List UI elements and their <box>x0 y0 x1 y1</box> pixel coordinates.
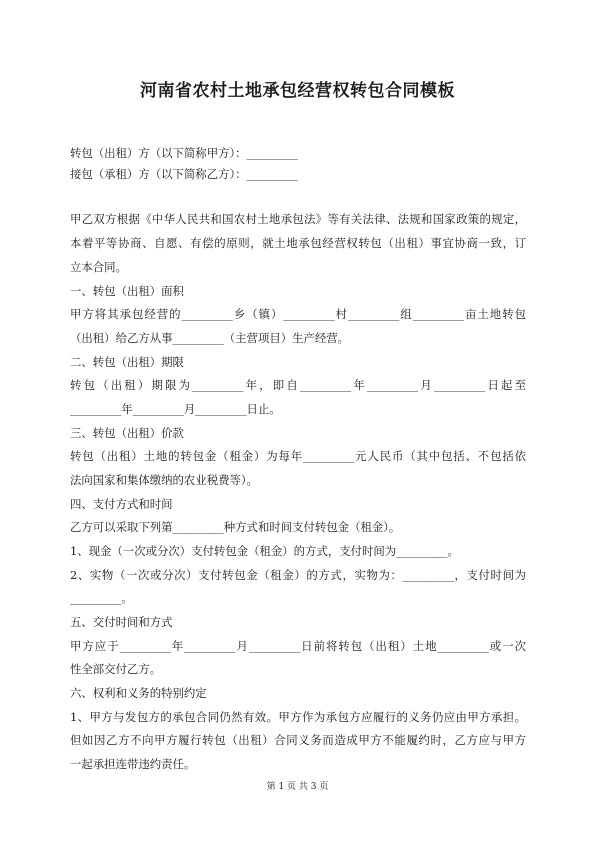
clause-line: 法向国家和集体缴纳的农业税费等）。 <box>70 473 258 487</box>
preamble-line: 甲乙双方根据《中华人民共和国农村土地承包法》等有关法律、法规和国家政策的规定， <box>70 212 526 226</box>
clause-line: 1、现金（一次或分次）支付转包金（租金）的方式，支付时间为_________。 <box>70 544 459 558</box>
clause-line: 性全部交付乙方。 <box>70 662 162 676</box>
clause-line: 甲方应于_________年_________月_________日前将转包（出租）土地_________或一次 <box>70 639 526 653</box>
section-heading: 一、转包（出租）面积 <box>70 284 184 298</box>
section-heading: 五、交付时间和方式 <box>70 615 173 629</box>
clause-line: 2、实物（一次或分次）支付转包金（租金）的方式，实物为：_________，支付时间为 <box>70 568 526 582</box>
page-number-footer: 第 1 页 共 3 页 <box>266 782 329 792</box>
section-heading: 六、权利和义务的特别约定 <box>70 686 207 700</box>
section-heading: 四、支付方式和时间 <box>70 497 173 511</box>
clause-line: 1、甲方与发包方的承包合同仍然有效。甲方作为承包方应履行的义务仍应由甲方承担。 <box>70 710 526 724</box>
clause-line: 但如因乙方不向甲方履行转包（出租）合同义务而造成甲方不能履约时，乙方应与甲方 <box>70 733 526 747</box>
preamble-line: 本着平等协商、自愿、有偿的原则，就土地承包经营权转包（出租）事宜协商一致，订 <box>70 236 526 250</box>
preamble-line: 立本合同。 <box>70 260 127 274</box>
clause-line: 乙方可以采取下列第_________种方式和时间支付转包金（租金）。 <box>70 520 401 534</box>
section-heading: 二、转包（出租）期限 <box>70 355 184 369</box>
section-heading: 三、转包（出租）价款 <box>70 426 184 440</box>
party-a-line: 转包（出租）方（以下简称甲方）：_________ <box>70 146 298 160</box>
clause-line: （出租）给乙方从事_________（主营项目）生产经营。 <box>70 331 350 345</box>
clause-line: 甲方将其承包经营的_________乡（镇）_________村_________组_________亩土地转包 <box>70 307 526 321</box>
clause-line: 转包（出租）期限为_________年，即自_________年_________月_________日起至 <box>70 378 526 392</box>
clause-line: _________。 <box>70 591 133 605</box>
clause-line: _________年_________月_________日止。 <box>70 402 281 416</box>
clause-line: 一起承担连带违约责任。 <box>70 757 196 771</box>
document-title: 河南省农村土地承包经营权转包合同模板 <box>140 81 455 101</box>
party-b-line: 接包（承租）方（以下简称乙方）：_________ <box>70 167 298 181</box>
clause-line: 转包（出租）土地的转包金（租金）为每年_________元人民币（其中包括、不包括依 <box>70 449 526 463</box>
